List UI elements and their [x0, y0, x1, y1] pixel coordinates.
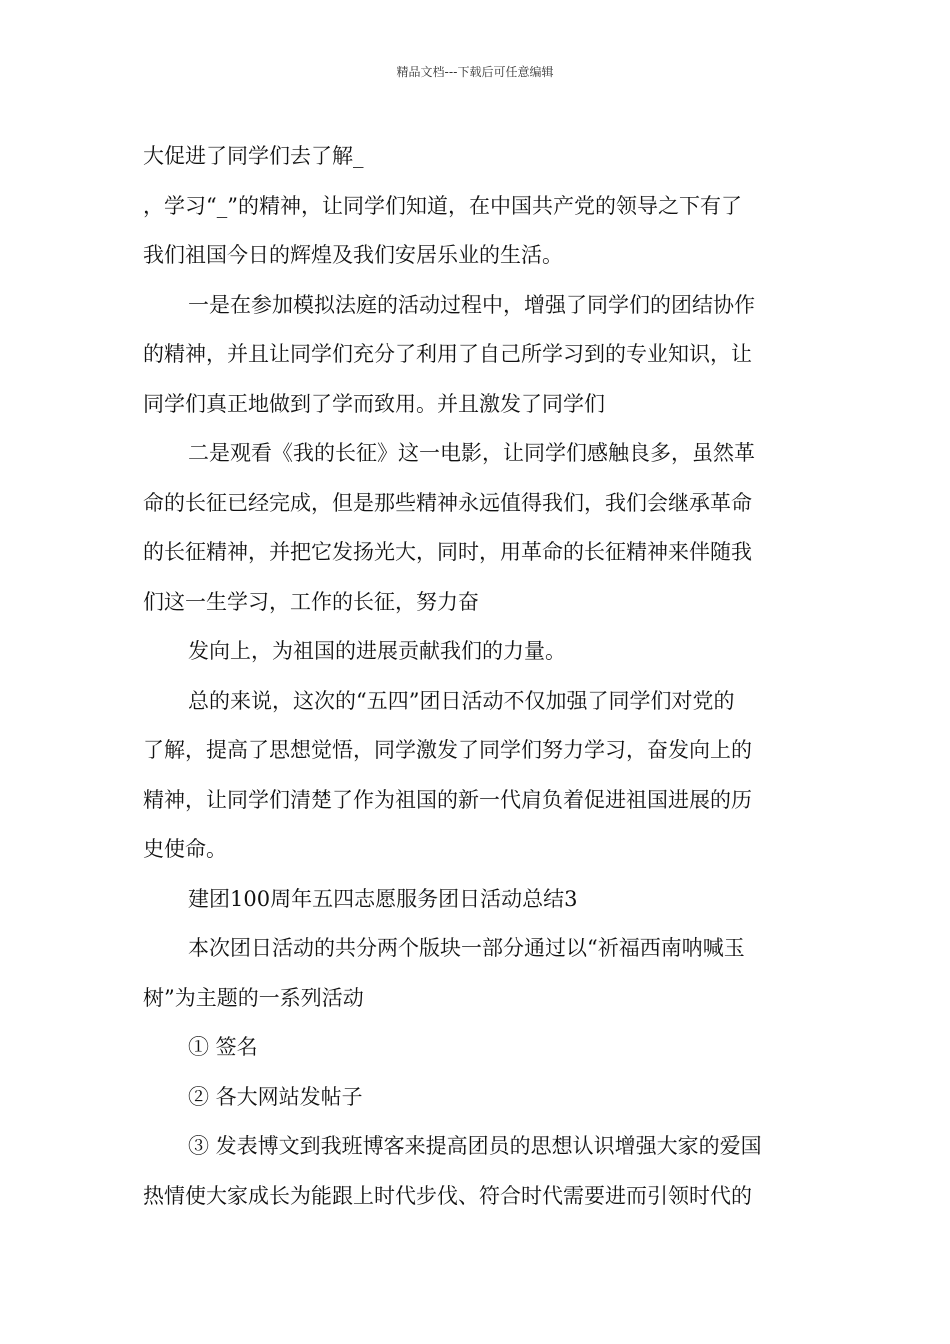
paragraph-first-line: 二是观看《我的长征》这一电影，让同学们感触良多，虽然革 — [188, 441, 755, 465]
text-line: 大促进了同学们去了解_ — [143, 144, 364, 168]
text-line: ，学习“_”的精神，让同学们知道，在中国共产党的领导之下有了 — [143, 193, 742, 218]
text-line: 的长征精神，并把它发扬光大，同时，用革命的长征精神来伴随我 — [143, 540, 752, 564]
page-header: 精品文档---下载后可任意编辑 — [396, 65, 554, 79]
section-heading: 建团100周年五四志愿服务团日活动总结3 — [188, 886, 578, 911]
list-item: ② 各大网站发帖子 — [188, 1084, 363, 1109]
text-line: 的精神，并且让同学们充分了利用了自己所学习到的专业知识，让 — [143, 342, 752, 366]
list-item: ③ 发表博文到我班博客来提高团员的思想认识增强大家的爱国 — [188, 1134, 762, 1158]
text-line: 精神，让同学们清楚了作为祖国的新一代肩负着促进祖国进展的历 — [143, 787, 752, 812]
paragraph-first-line: 总的来说，这次的“五四”团日活动不仅加强了同学们对党的 — [188, 688, 735, 713]
paragraph-first-line: 发向上，为祖国的进展贡献我们的力量。 — [188, 639, 566, 663]
text-line: 树”为主题的一系列活动 — [143, 985, 364, 1010]
text-line: 们这一生学习，工作的长征，努力奋 — [143, 589, 479, 614]
text-line: 命的长征已经完成，但是那些精神永远值得我们，我们会继承革命 — [143, 490, 752, 515]
text-line: 同学们真正地做到了学而致用。并且激发了同学们 — [143, 391, 605, 416]
text-line: 了解，提高了思想觉悟，同学激发了同学们努力学习，奋发向上的 — [143, 738, 752, 762]
text-line: 热情使大家成长为能跟上时代步伐、符合时代需要进而引领时代的 — [143, 1183, 752, 1208]
paragraph-first-line: 一是在参加模拟法庭的活动过程中，增强了同学们的团结协作 — [188, 292, 755, 317]
document-body — [143, 132, 808, 1221]
list-item: ① 签名 — [188, 1035, 258, 1059]
text-line: 我们祖国今日的辉煌及我们安居乐业的生活。 — [143, 243, 563, 267]
paragraph-first-line: 本次团日活动的共分两个版块一部分通过以“祈福西南呐喊玉 — [188, 936, 745, 960]
text-line: 史使命。 — [143, 837, 227, 861]
